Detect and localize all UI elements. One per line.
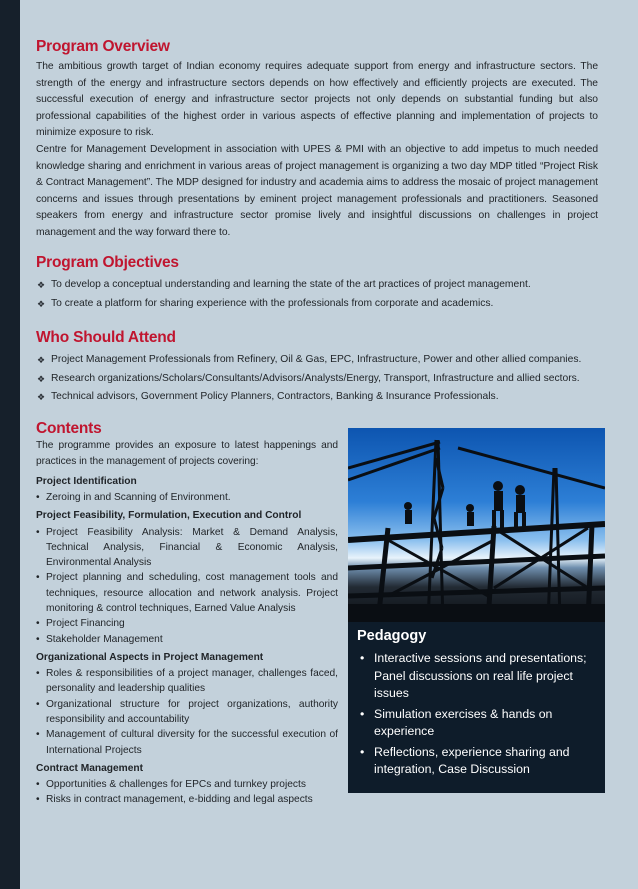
list-item: • Reflections, experience sharing and integration, Case Discussion	[360, 744, 570, 776]
bullet-dot-icon: •	[36, 729, 40, 741]
objectives-list	[36, 276, 598, 313]
bullet-dot-icon: •	[36, 633, 40, 645]
bullet-dot-icon: •	[360, 651, 365, 665]
contents-group-list	[36, 777, 338, 808]
contents-group-title: Contract Management	[36, 762, 143, 774]
list-item: • Interactive sessions and presentations; Panel discussions on real life project issues	[360, 651, 587, 700]
list-item: • Zeroing in and Scanning of Environment.	[36, 490, 338, 505]
overview-paragraph-2: Centre for Management Development in association with UPES & PMI with an objective to add impetus to much needed knowledge sharing and enrichment in various areas of project management is organizing a two day MDP titled “Project Risk & Contract Management”. The MDP designed for industry and academia aims to address the mosaic of project management concerns and issues through presentations by eminent project management professionals and practitioners. Seasoned speakers from energy and infrastructure sector promise lively and insightful discussions on challenges in project management and the way forward there to.	[36, 143, 598, 238]
contents-group-title: Project Identification	[36, 475, 137, 487]
contents-intro: The programme provides an exposure to latest happenings and practices in the management of projects covering:	[36, 440, 338, 468]
diamond-bullet-icon: ❖	[37, 355, 46, 365]
bullet-dot-icon: •	[360, 744, 365, 759]
diamond-bullet-icon: ❖	[37, 392, 46, 402]
bullet-dot-icon: •	[36, 572, 40, 584]
contents-heading: Contents	[36, 420, 102, 437]
construction-silhouette-illustration	[348, 428, 605, 622]
bullet-dot-icon: •	[36, 698, 40, 710]
contents-group-title: Organizational Aspects in Project Management	[36, 651, 264, 663]
pedagogy-box	[348, 622, 605, 793]
construction-workers-photo	[348, 428, 605, 622]
list-item: • Organizational structure for project organizations, authority responsibility and accountability	[36, 698, 338, 725]
list-item: • Simulation exercises & hands on experience	[360, 706, 553, 738]
bullet-dot-icon: •	[360, 706, 365, 721]
overview-paragraph-1: The ambitious growth target of Indian economy requires adequate support from energy and infrastructure sectors. The strength of the energy and infrastructure sectors depends on how effectively and efficiently projects are executed. The successful execution of energy and infrastructure sector projects not only depends on substantial funding but also professional capabilities of the highest order in various aspects of effective planning and implementation of projects to minimize exposure to risk.	[36, 61, 598, 139]
pedagogy-heading: Pedagogy	[357, 628, 427, 644]
diamond-bullet-icon: ❖	[37, 298, 46, 309]
list-item: • Project Feasibility Analysis: Market & Demand Analysis, Technical Analysis, Financial & Economic Analysis, Environmental Analysis	[36, 526, 338, 569]
who-should-attend-heading: Who Should Attend	[36, 329, 176, 346]
diamond-bullet-icon: ❖	[37, 280, 46, 290]
list-item: • Project planning and scheduling, cost management tools and techniques, resource allocation and network analysis. Project monitoring & control techniques, Earned Value Analysis	[36, 572, 338, 614]
program-overview-section	[36, 38, 598, 242]
list-item: ❖ Technical advisors, Government Policy Planners, Contractors, Banking & Insurance Professionals.	[36, 388, 598, 407]
list-item: • Roles & responsibilities of a project manager, challenges faced, personality and leadership qualities	[36, 668, 338, 695]
contents-section	[36, 420, 338, 808]
list-item: • Risks in contract management, e-bidding and legal aspects	[36, 792, 338, 807]
list-item: • Project Financing	[36, 616, 338, 631]
contents-group-title: Project Feasibility, Formulation, Execution and Control	[36, 510, 302, 522]
list-item: ❖ To create a platform for sharing experience with the professionals from corporate and academics.	[36, 295, 598, 314]
list-item: ❖ Project Management Professionals from Refinery, Oil & Gas, EPC, Infrastructure, Power and other allied companies.	[36, 351, 598, 370]
bullet-dot-icon: •	[36, 779, 40, 791]
list-item: ❖ Research organizations/Scholars/Consultants/Advisors/Analysts/Energy, Transport, Infrastructure and allied sectors.	[36, 370, 598, 389]
bullet-dot-icon: •	[36, 794, 40, 806]
who-should-attend-section	[36, 329, 598, 407]
list-item: • Stakeholder Management	[36, 632, 338, 647]
bullet-dot-icon: •	[36, 492, 40, 504]
contents-group-list	[36, 525, 338, 647]
contents-group-list	[36, 666, 338, 758]
bullet-dot-icon: •	[36, 618, 40, 630]
bullet-dot-icon: •	[36, 668, 40, 680]
attend-list	[36, 351, 598, 407]
program-overview-heading: Program Overview	[36, 38, 170, 55]
list-item: • Opportunities & challenges for EPCs and turnkey projects	[36, 777, 338, 792]
bullet-dot-icon: •	[36, 526, 40, 538]
left-edge-bar	[0, 0, 20, 889]
list-item: ❖ To develop a conceptual understanding and learning the state of the art practices of project management.	[36, 276, 598, 295]
diamond-bullet-icon: ❖	[37, 373, 46, 384]
contents-group-list	[36, 490, 338, 505]
program-objectives-section	[36, 254, 598, 313]
list-item: • Management of cultural diversity for the successful execution of International Projects	[36, 729, 338, 756]
pedagogy-list	[358, 650, 598, 782]
program-objectives-heading: Program Objectives	[36, 254, 179, 271]
